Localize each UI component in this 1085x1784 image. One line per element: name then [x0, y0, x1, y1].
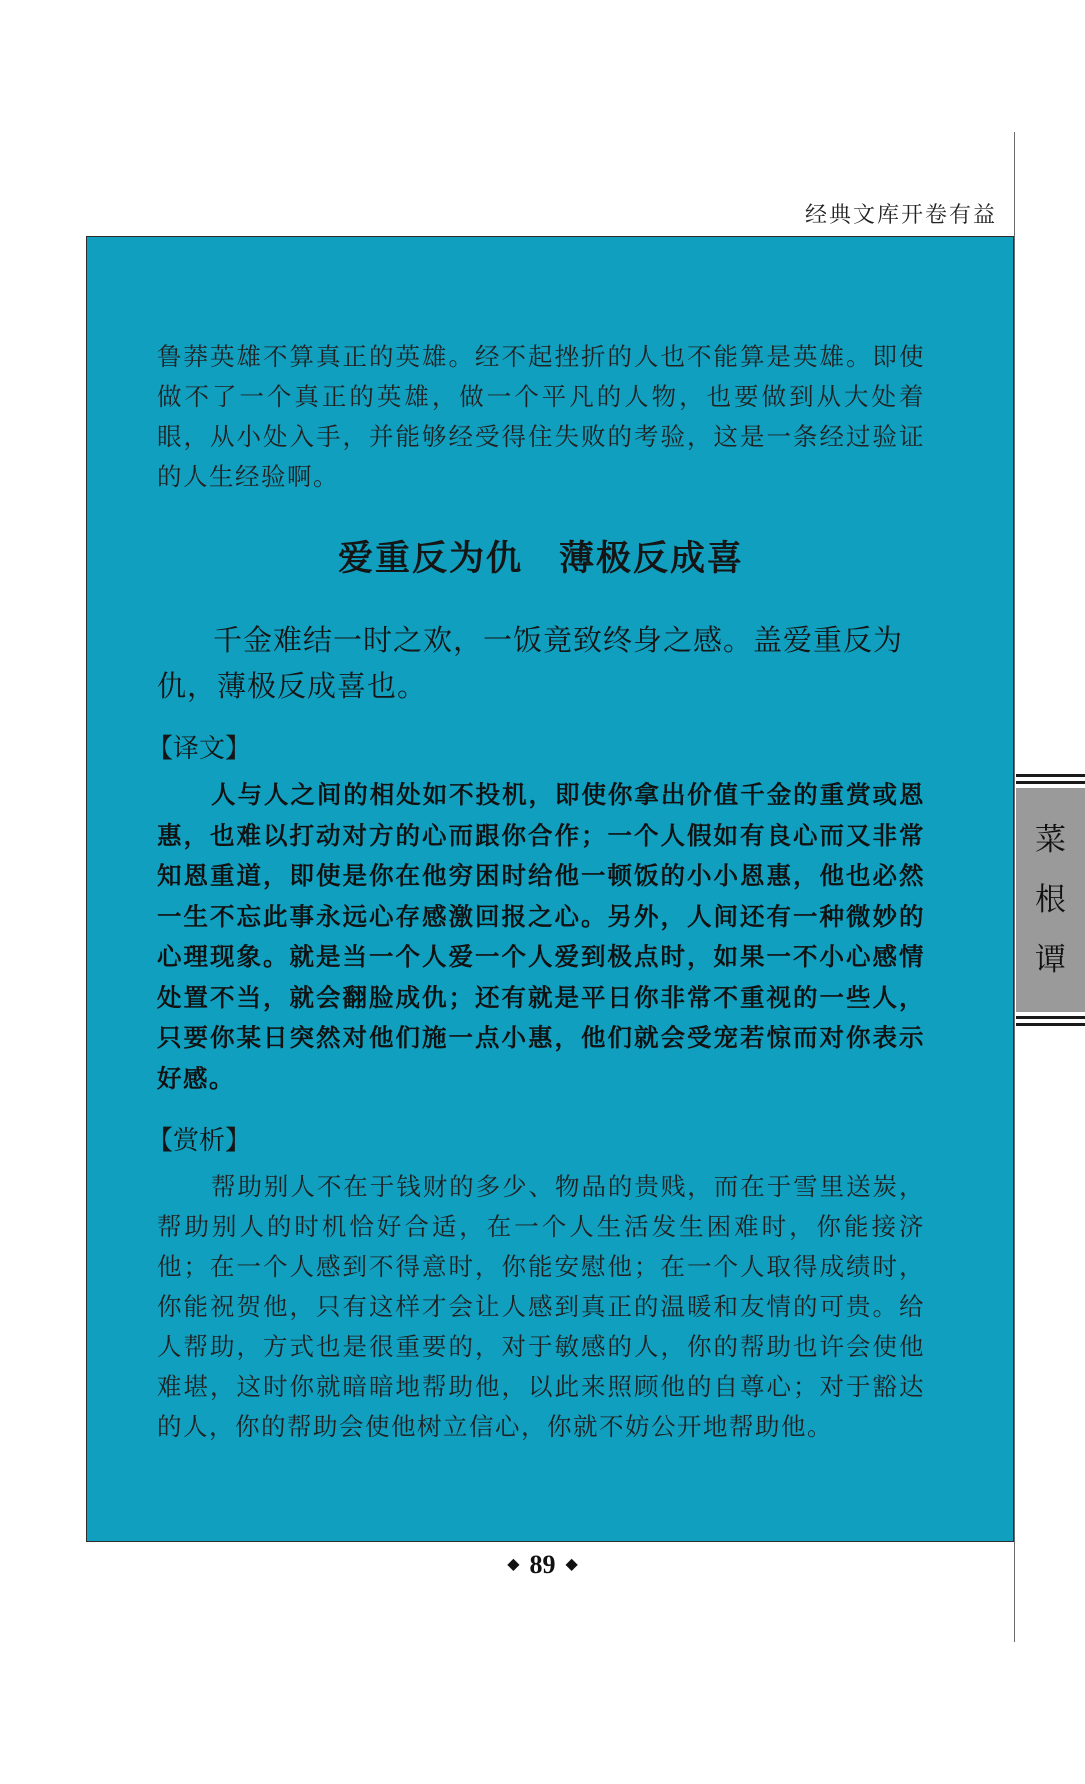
diamond-left-icon: ◆ [507, 1556, 520, 1574]
appreciation-text: 帮助别人不在于钱财的多少、物品的贵贱，而在于雪里送炭，帮助别人的时机恰好合适，在一个人生活发生困难时，你能接济他；在一个人感到不得意时，你能安慰他；在一个人取得成绩时，你能祝贺他，只有这样才会让人感到真正的温暖和友情的可贵。给人帮助，方式也是很重要的，对于敏感的人，你的帮助也许会使他难堪，这时你就暗暗地帮助他，以此来照顾他的自尊心；对于豁达的人，你的帮助会使他树立信心，你就不妨公开地帮助他。 [157, 1172, 925, 1441]
page-number-footer [0, 1550, 1085, 1580]
tab-bottom-rule [1016, 1016, 1085, 1026]
tab-top-rule [1016, 774, 1085, 784]
tab-body [1016, 788, 1085, 1012]
intro-paragraph: 鲁莽英雄不算真正的英雄。经不起挫折的人也不能算是英雄。即使做不了一个真正的英雄，做一个平凡的人物，也要做到从大处着眼，从小处入手，并能够经受得住失败的考验，这是一条经过验证的人生经验啊。 [157, 342, 925, 491]
section-title [157, 531, 925, 581]
book-title-tab [1016, 774, 1085, 1026]
tab-char-2: 根 [1035, 882, 1066, 918]
section-title-part1: 爱重反为仇 [337, 539, 523, 579]
tab-char-3: 谭 [1035, 942, 1066, 978]
appreciation-label: 【赏析】 [147, 1126, 252, 1156]
diamond-right-icon: ◆ [565, 1556, 578, 1574]
translation-label: 【译文】 [147, 734, 252, 764]
section-title-part2: 薄极反成喜 [559, 539, 745, 579]
content-panel [86, 236, 1014, 1542]
tab-char-1: 菜 [1035, 822, 1066, 858]
page-number: 89 [529, 1550, 556, 1579]
series-title: 经典文库开卷有益 [804, 203, 997, 228]
content-body [147, 337, 925, 1447]
original-text: 千金难结一时之欢，一饭竟致终身之感。盖爱重反为仇，薄极反成喜也。 [157, 623, 904, 703]
page-edge-rule [1014, 132, 1015, 1642]
translation-text: 人与人之间的相处如不投机，即使你拿出价值千金的重赏或恩惠，也难以打动对方的心而跟你合作；一个人假如有良心而又非常知恩重道，即使是你在他穷困时给他一顿饭的小小恩惠，他也必然一生不忘此事永远心存感激回报之心。另外，人间还有一种微妙的心理现象。就是当一个人爱一个人爱到极点时，如果一不小心感情处置不当，就会翻脸成仇；还有就是平日你非常不重视的一些人，只要你某日突然对他们施一点小惠，他们就会受宠若惊而对你表示好感。 [157, 780, 925, 1093]
